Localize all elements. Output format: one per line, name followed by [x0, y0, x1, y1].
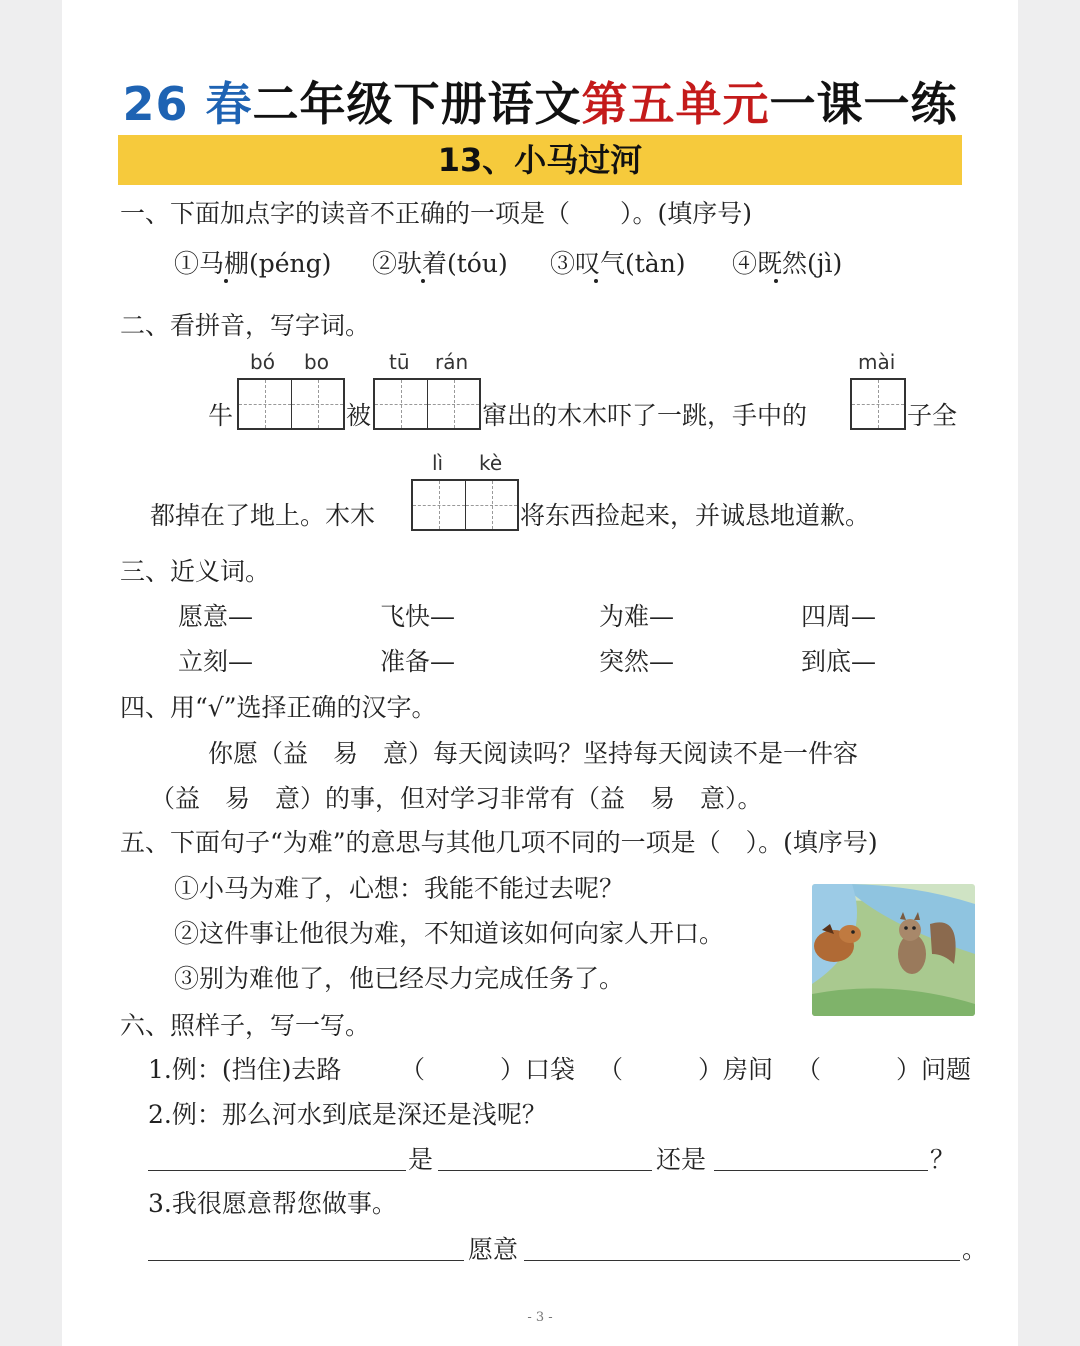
q4-prompt: 四、用“√”选择正确的汉字。 [120, 693, 437, 722]
q2-prompt: 二、看拼音，写字词。 [120, 311, 371, 340]
q2-text-2: 被 [346, 401, 372, 430]
writing-grid-turan[interactable] [373, 378, 481, 430]
answer-line[interactable] [148, 1260, 464, 1261]
pinyin-li: lì [432, 451, 444, 475]
q6-example-3: 3.我很愿意帮您做事。 [148, 1189, 397, 1218]
q6-example-1: 1.例：(挡住)去路 [148, 1055, 342, 1084]
q5-prompt: 五、下面句子“为难”的意思与其他几项不同的一项是（ ）。(填序号) [120, 828, 878, 857]
emphasis-dot [224, 279, 228, 283]
synonym-item: 到底— [801, 647, 877, 676]
q4-sentence-2: （益 易 意）的事，但对学习非常有（益 易 意）。 [150, 784, 763, 813]
pinyin-bo2: bo [304, 350, 329, 374]
emphasis-dot [421, 279, 425, 283]
q6-word-yuanyi: 愿意 [468, 1235, 519, 1264]
emphasis-dot [594, 279, 598, 283]
q1-option-3: ③叹气(tàn) [550, 249, 686, 278]
synonym-item: 立刻— [178, 647, 254, 676]
answer-line[interactable] [438, 1170, 652, 1171]
writing-grid-mai[interactable] [850, 378, 906, 430]
q1-option-2: ②驮着(tóu) [372, 249, 508, 278]
synonym-item: 愿意— [178, 602, 254, 631]
emphasis-dot [774, 279, 778, 283]
worksheet-title [122, 68, 958, 134]
lesson-title: 13、小马过河 [437, 141, 643, 179]
q5-item-1: ①小马为难了，心想：我能不能过去呢？ [174, 874, 625, 903]
pinyin-bo1: bó [250, 350, 275, 374]
pinyin-ran: rán [435, 350, 469, 374]
q6-blank-room[interactable]: （ ）房间 [598, 1055, 774, 1084]
q2-text-4: 子全 [907, 401, 958, 430]
answer-line[interactable] [714, 1170, 928, 1171]
q4-sentence-1: 你愿（益 易 意）每天阅读吗？坚持每天阅读不是一件容 [208, 739, 859, 768]
q6-word-haishi: 还是 [656, 1145, 707, 1174]
pinyin-mai: mài [858, 350, 896, 374]
title-grade: 二年级下册语文 [252, 77, 582, 131]
synonym-item: 为难— [599, 602, 675, 631]
synonym-item: 准备— [380, 647, 456, 676]
writing-grid-bobo[interactable] [237, 378, 345, 430]
pony-squirrel-illustration [812, 884, 975, 1016]
q6-word-shi: 是 [408, 1145, 434, 1174]
title-volume: 26 春 [122, 77, 253, 131]
worksheet-page [62, 0, 1018, 1346]
q2-text-3: 窜出的木木吓了一跳，手中的 [482, 401, 808, 430]
q2-text-5: 都掉在了地上。木木 [150, 501, 376, 530]
pinyin-tu: tū [389, 350, 410, 374]
page-number: - 3 - [527, 1310, 553, 1325]
writing-grid-like[interactable] [411, 479, 519, 531]
q6-blank-pocket[interactable]: （ ）口袋 [400, 1055, 576, 1084]
q5-item-3: ③别为难他了，他已经尽力完成任务了。 [174, 964, 625, 993]
q5-item-2: ②这件事让他很为难，不知道该如何向家人开口。 [174, 919, 725, 948]
synonym-item: 飞快— [380, 602, 456, 631]
q6-blank-problem[interactable]: （ ）问题 [796, 1055, 972, 1084]
q1-option-4: ④既然(jì) [732, 249, 843, 278]
q2-text-6: 将东西捡起来，并诚恳地道歉。 [520, 501, 871, 530]
pinyin-ke: kè [479, 451, 503, 475]
q6-period: 。 [962, 1235, 988, 1264]
synonym-item: 突然— [599, 647, 675, 676]
q1-prompt: 一、下面加点字的读音不正确的一项是（ ）。(填序号) [120, 199, 753, 228]
q6-prompt: 六、照样子，写一写。 [120, 1011, 371, 1040]
answer-line[interactable] [524, 1260, 960, 1261]
q2-text-1: 牛 [208, 401, 234, 430]
q1-option-1: ①马棚(péng) [174, 249, 332, 278]
q3-prompt: 三、近义词。 [120, 557, 271, 586]
title-practice: 一课一练 [769, 77, 958, 131]
synonym-item: 四周— [801, 602, 877, 631]
title-unit: 第五单元 [581, 77, 770, 131]
q6-example-2: 2.例：那么河水到底是深还是浅呢？ [148, 1100, 547, 1129]
answer-line[interactable] [148, 1170, 406, 1171]
q6-question-mark: ？ [930, 1145, 956, 1174]
